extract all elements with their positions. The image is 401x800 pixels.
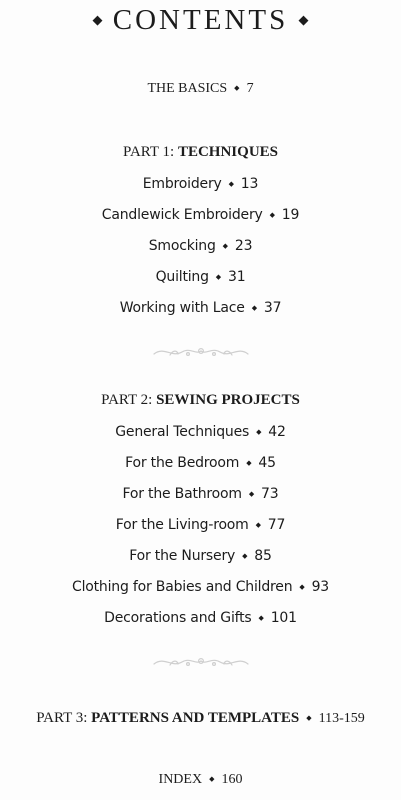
toc-entry-page: 77 [267, 517, 286, 533]
section-prefix: PART 1: [123, 144, 178, 160]
toc-entry[interactable] [0, 456, 401, 470]
toc-entry-page: 19 [281, 207, 300, 223]
section-name: SEWING PROJECTS [156, 392, 300, 408]
toc-entry-label: General Techniques [115, 424, 250, 440]
floral-flourish-icon [150, 342, 252, 362]
toc-entry-page: 23 [234, 238, 253, 254]
toc-entry-page: 45 [258, 455, 276, 471]
diamond-separator-icon: ◆ [246, 459, 252, 467]
toc-entry-label: Decorations and Gifts [104, 610, 252, 626]
toc-entry[interactable] [0, 208, 401, 222]
toc-entry-page: 73 [261, 486, 279, 502]
toc-entry-page: 37 [263, 300, 282, 316]
diamond-separator-icon: ◆ [222, 242, 228, 250]
toc-entry-label: INDEX [158, 772, 203, 787]
toc-entry-label: For the Bathroom [122, 486, 242, 502]
toc-entry-label: Candlewick Embroidery [101, 207, 263, 223]
diamond-separator-icon: ◆ [269, 211, 275, 219]
diamond-separator-icon: ◆ [255, 521, 261, 529]
section-prefix: PART 3: [36, 710, 92, 726]
toc-entry-page: 93 [311, 579, 329, 595]
toc-entry-label: Quilting [155, 269, 209, 285]
toc-entry[interactable] [0, 487, 401, 501]
section-name: PATTERNS AND TEMPLATES [91, 710, 300, 726]
diamond-ornament-icon: ◆ [298, 12, 309, 27]
diamond-separator-icon: ◆ [248, 490, 255, 498]
toc-entry-page: 7 [246, 81, 254, 96]
diamond-separator-icon: ◆ [258, 614, 264, 622]
diamond-separator-icon: ◆ [242, 552, 248, 560]
toc-entry-label: Working with Lace [119, 300, 245, 316]
toc-entry-page: 31 [227, 269, 246, 285]
diamond-separator-icon: ◆ [251, 304, 257, 312]
section-name: TECHNIQUES [177, 144, 278, 160]
toc-entry-label: Smocking [148, 238, 216, 254]
toc-entry[interactable] [0, 611, 401, 625]
toc-entry[interactable] [0, 301, 401, 315]
section-heading-part-3[interactable] [0, 711, 401, 726]
toc-entry[interactable] [0, 425, 401, 439]
toc-entry[interactable] [0, 270, 401, 284]
section-heading-part-1[interactable] [0, 145, 401, 160]
toc-entry[interactable] [0, 580, 401, 594]
toc-entry-label: Clothing for Babies and Children [72, 579, 293, 595]
toc-entry-label: Embroidery [142, 176, 222, 192]
page-title [0, 6, 401, 35]
section-prefix: PART 2: [101, 392, 157, 408]
toc-entry[interactable] [0, 177, 401, 191]
diamond-separator-icon: ◆ [215, 273, 221, 281]
diamond-separator-icon: ◆ [256, 428, 262, 436]
diamond-separator-icon: ◆ [228, 180, 234, 188]
toc-entry-label: THE BASICS [147, 81, 228, 96]
toc-entry-page: 160 [221, 772, 243, 787]
toc-entry[interactable] [0, 518, 401, 532]
diamond-separator-icon: ◆ [234, 84, 240, 92]
toc-entry-page: 85 [254, 548, 272, 564]
toc-entry-page: 113-159 [318, 711, 365, 726]
diamond-separator-icon: ◆ [306, 714, 312, 722]
diamond-separator-icon: ◆ [209, 775, 215, 783]
toc-entry[interactable] [0, 549, 401, 563]
toc-entry-page: 42 [268, 424, 286, 440]
toc-entry-basics[interactable] [0, 82, 401, 96]
section-heading-part-2[interactable] [0, 393, 401, 408]
toc-entry-index[interactable] [0, 773, 401, 787]
diamond-ornament-icon: ◆ [92, 12, 103, 27]
toc-entry-page: 13 [240, 176, 259, 192]
toc-entry-page: 101 [270, 610, 297, 626]
toc-entry-label: For the Living-room [115, 517, 249, 533]
page-title-text: CONTENTS [112, 4, 289, 36]
toc-entry[interactable] [0, 239, 401, 253]
toc-entry-label: For the Nursery [129, 548, 236, 564]
diamond-separator-icon: ◆ [299, 583, 305, 591]
toc-entry-label: For the Bedroom [125, 455, 240, 471]
floral-flourish-icon [150, 652, 252, 672]
